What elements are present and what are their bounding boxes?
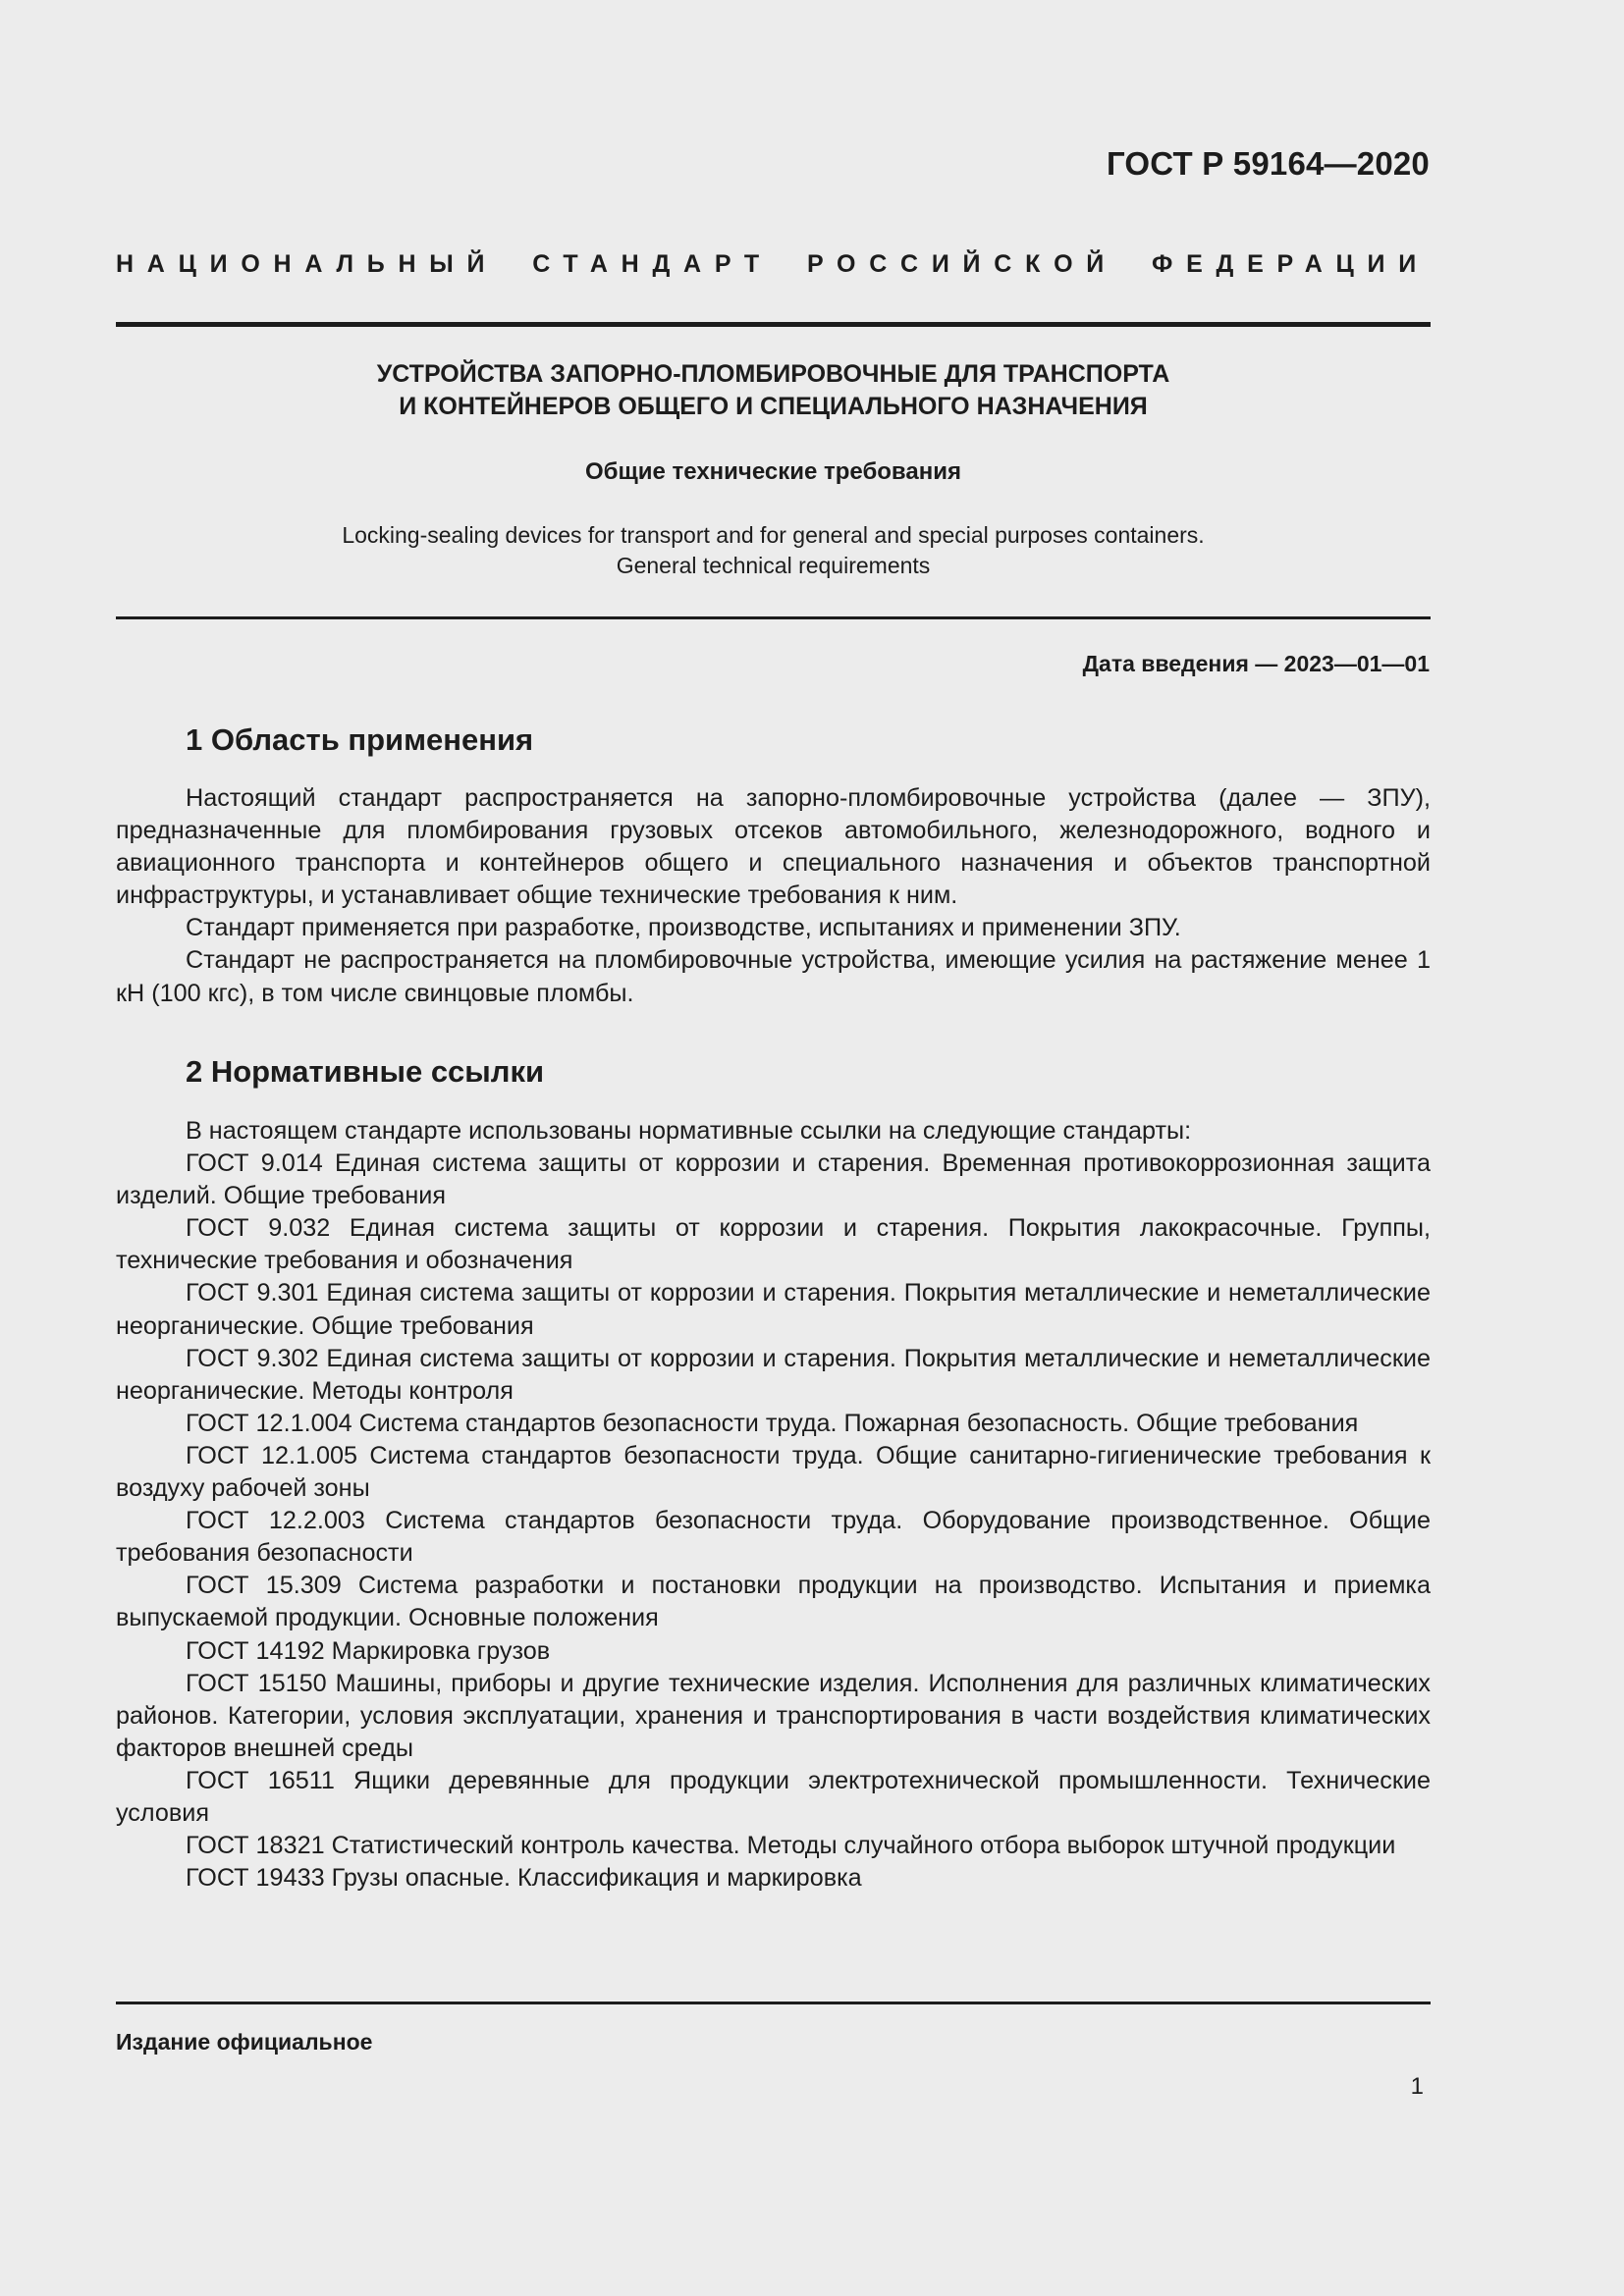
standard-number: ГОСТ Р 59164—2020 [1106,145,1430,182]
section-heading-normative-references: 2 Нормативные ссылки [186,1054,545,1089]
english-title [116,520,1431,581]
reference-item: ГОСТ 9.032 Единая система защиты от коррозии и старения. Покрытия лакокрасочные. Группы, технические требования и обозначения [116,1214,1431,1275]
title-line: И КОНТЕЙНЕРОВ ОБЩЕГО И СПЕЦИАЛЬНОГО НАЗНАЧЕНИЯ [399,393,1148,420]
reference-item: ГОСТ 12.2.003 Система стандартов безопасности труда. Оборудование производственное. Общие требования безопасности [116,1507,1431,1568]
reference-item: ГОСТ 14192 Маркировка грузов [186,1636,551,1665]
reference-item: ГОСТ 18321 Статистический контроль качества. Методы случайного отбора выборок штучной продукции [186,1832,1396,1860]
paragraph: Стандарт применяется при разработке, производстве, испытаниях и применении ЗПУ. [186,914,1181,942]
section-references-body [116,1115,1431,1895]
document-subtitle: Общие технические требования [585,458,961,485]
document-title [116,358,1431,423]
title-divider [116,616,1431,619]
introduction-date: Дата введения — 2023—01—01 [1082,651,1430,676]
national-standard-word: СТАНДАРТ [532,250,773,278]
english-title-line: General technical requirements [616,553,931,578]
national-standard-word: РОССИЙСКОЙ [806,250,1118,278]
section-scope-body [116,782,1431,1010]
reference-item: ГОСТ 16511 Ящики деревянные для продукции электротехнической промышленности. Технические условия [116,1766,1431,1827]
reference-item: ГОСТ 15.309 Система разработки и постановки продукции на производство. Испытания и приемка выпускаемой продукции. Основные положения [116,1572,1431,1632]
paragraph: В настоящем стандарте использованы нормативные ссылки на следующие стандарты: [186,1117,1192,1145]
title-line: УСТРОЙСТВА ЗАПОРНО-ПЛОМБИРОВОЧНЫЕ ДЛЯ ТРАНСПОРТА [376,360,1170,388]
national-standard-title [116,250,1430,279]
paragraph: Настоящий стандарт распространяется на запорно-пломбировочные устройства (далее — ЗПУ), предназначенные для пломбирования грузовых отсеков автомобильного, железнодорожного, водного и авиационного транспорта и контейнеров общего и специального назначения и объектов транспортной инфраструктуры, и устанавливает общие технические требования к ним. [116,784,1431,910]
english-title-line: Locking-sealing devices for transport and for general and special purposes containers. [342,522,1205,548]
official-edition-label: Издание официальное [116,2029,373,2055]
reference-item: ГОСТ 19433 Грузы опасные. Классификация и маркировка [186,1864,862,1893]
reference-item: ГОСТ 9.301 Единая система защиты от коррозии и старения. Покрытия металлические и неметаллические неорганические. Общие требования [116,1279,1431,1340]
footer-divider [116,2002,1431,2004]
page-number: 1 [1410,2073,1424,2100]
reference-item: ГОСТ 9.302 Единая система защиты от коррозии и старения. Покрытия металлические и неметаллические неорганические. Методы контроля [116,1344,1431,1405]
reference-item: ГОСТ 12.1.004 Система стандартов безопасности труда. Пожарная безопасность. Общие требования [186,1409,1359,1437]
header-divider [116,322,1431,327]
reference-item: ГОСТ 9.014 Единая система защиты от коррозии и старения. Временная противокоррозионная защита изделий. Общие требования [116,1149,1431,1210]
section-heading-scope: 1 Область применения [186,722,534,757]
national-standard-word: НАЦИОНАЛЬНЫЙ [116,250,499,278]
reference-item: ГОСТ 15150 Машины, приборы и другие технические изделия. Исполнения для различных климатических районов. Категории, условия эксплуатации, хранения и транспортирования в части воздействия климатических факторов внешней среды [116,1669,1431,1762]
national-standard-word: ФЕДЕРАЦИИ [1152,250,1430,278]
paragraph: Стандарт не распространяется на пломбировочные устройства, имеющие усилия на растяжение менее 1 кН (100 кгс), в том числе свинцовые пломбы. [116,946,1431,1007]
reference-item: ГОСТ 12.1.005 Система стандартов безопасности труда. Общие санитарно-гигиенические требования к воздуху рабочей зоны [116,1441,1431,1503]
